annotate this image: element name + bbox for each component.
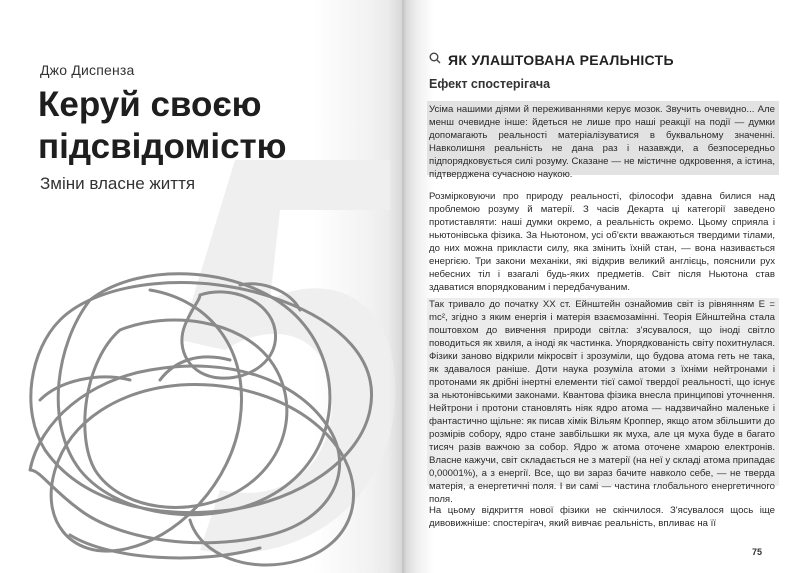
paragraph: Так тривало до початку XX ст. Ейнштейн ознайомив світ із рівнянням E = mc², згідно з яким енергія і матерія взаємозамінні. Теорія Ейнштейна стала поштовхом до вивчення природи світла: з'ясувалося, що іноді світло поводиться як хвиля, а іноді як частинка. Упорядкованість світу похитнулася. Фізики заново відкрили мікросвіт і зрозуміли, що будова атома геть не така, як здавалося раніше. Доти наука розуміла атоми з їхніми нейтронами і протонами як дрібні інертні елементи тієї самої твердої реальності, що існує за ньютонівськими законами. Квантова фізика внесла принципові уточнення. Нейтрони і протони становлять ніяк ядро атома — надзвичайно маленьке і фантастично щільне: як писав хімік Вільям Кроппер, якщо атом збільшити до розмірів собору, ядро стане завбільшки як муха, але ця муха буде в багато тисяч разів важчою за собор. Ядро ж атома оточене хмарою електронів. Власне кажучи, світ складається не з матерії (на неї у складі атома припадає 0,00001%), а з енергії. Все, що ви зараз бачите навколо себе, — не тверда матерія, а енергетичні поля. І ви самі — частина глобального енергетичного поля.	[429, 299, 775, 505]
page-number: 75	[752, 547, 763, 557]
book-subtitle: Зміни власне життя	[40, 174, 196, 193]
book-title-line-1: Керуй своєю	[38, 85, 262, 124]
paragraph: Усіма нашими діями й переживаннями керує мозок. Звучить очевидно... Але менш очевидне інше: йдеться не лише про наші реакції на події — думки допомагають реальності матеріалізуватися в буквальному значенні. Навколишня реальність не дана раз і назавжди, а безпосередньо підпорядковується силі розуму. Сказане — не містичне одкровення, а істина, підтверджена сучасною наукою.	[429, 104, 775, 180]
search-icon	[429, 52, 441, 64]
author-name: Джо Диспенза	[40, 62, 135, 78]
section-title: Ефект спостерігача	[429, 77, 551, 91]
content-page	[402, 0, 800, 573]
paragraph: На цьому відкриття нової фізики не скінчилося. З'ясувалося щось іще дивовижніше: спостерігач, який вивчає реальність, впливає на її	[429, 505, 775, 529]
paragraph: Розмірковуючи про природу реальності, філософи здавна билися над проблемою розуму й матерії. З часів Декарта ці категорії заведено протиставляти: наші думки окремо, а реальність окремо. Цьому сприяла і ньютонівська фізика. За Ньютоном, усі об'єкти вважаються твердими тілами, до них можна прикласти силу, яка змінить їхній стан, — вона називається енергією. Три закони механіки, які відкрив великий англієць, пояснили рух небесних тіл і взагалі будь-яких предметів. Світ після Ньютона став здаватися впорядкованим і передбачуваним.	[429, 191, 775, 293]
book-title-line-2: підсвідомістю	[38, 127, 287, 166]
chapter-title: ЯК УЛАШТОВАНА РЕАЛЬНІСТЬ	[448, 52, 674, 68]
book-gutter	[388, 0, 418, 573]
